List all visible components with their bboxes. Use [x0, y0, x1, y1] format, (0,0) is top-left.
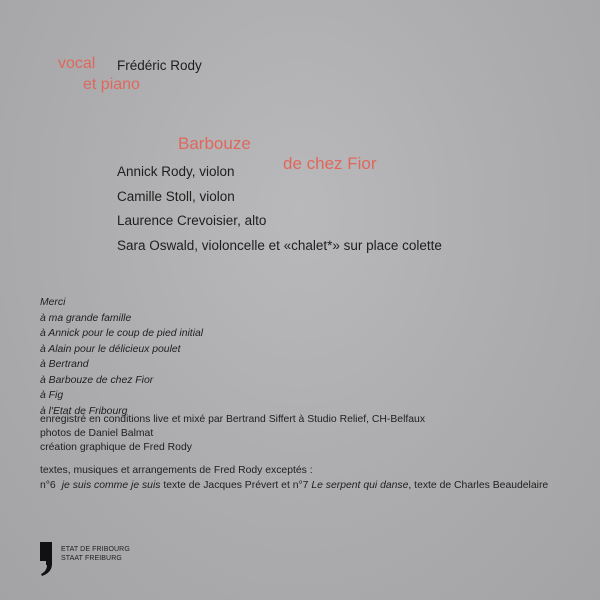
logo-line-german: STAAT FREIBURG [61, 555, 122, 562]
track-title-6: je suis comme je suis [61, 480, 161, 491]
ensemble-name-line2: de chez Fior [283, 154, 377, 173]
credit-design: création graphique de Fred Rody [40, 442, 192, 453]
track-credit-6: texte de Jacques Prévert et n°7 [163, 480, 309, 491]
track-title-7: Le serpent qui danse [311, 480, 409, 491]
credit-recording: enregistré en conditions live et mixé par Bertrand Siffert à Studio Relief, CH-Belfaux [40, 414, 426, 425]
canton-logo-text [61, 545, 130, 563]
logo-line-french: ETAT DE FRIBOURG [61, 546, 130, 553]
production-credits [40, 413, 425, 455]
role-label-vocal: vocal [58, 55, 96, 72]
thanks-line: à Alain pour le délicieux poulet [40, 343, 181, 355]
thanks-line: à Bertrand [40, 359, 89, 370]
thanks-line: à l'Etat de Fribourg [40, 405, 128, 417]
role-label-piano: et piano [83, 76, 140, 93]
member-line: Sara Oswald, violoncelle et «chalet*» sur place colette [117, 237, 442, 253]
thanks-line: à Barbouze de chez Fior [40, 374, 154, 386]
performer-name: Frédéric Rody [117, 58, 202, 73]
ensemble-members [117, 160, 442, 258]
credit-photos: photos de Daniel Balmat [40, 428, 154, 439]
track-credit-7: , texte de Charles Beaudelaire [408, 480, 549, 491]
member-line: Annick Rody, violon [117, 164, 235, 179]
copyright-notes [40, 463, 548, 493]
notes-exceptions [40, 478, 548, 493]
ensemble-name-line1: Barbouze [178, 134, 251, 153]
thanks-line: à ma grande famille [40, 312, 132, 324]
thanks-heading: Merci [40, 297, 66, 308]
thanks-line: à Annick pour le coup de pied initial [40, 328, 204, 339]
canton-logo-icon [40, 542, 54, 576]
thanks-list [40, 295, 203, 419]
track-number-6: n°6 [40, 480, 56, 491]
member-line: Laurence Crevoisier, alto [117, 213, 267, 228]
notes-intro: textes, musiques et arrangements de Fred Rody exceptés : [40, 465, 313, 476]
thanks-line: à Fig [40, 390, 64, 401]
member-line: Camille Stoll, violon [117, 188, 235, 204]
